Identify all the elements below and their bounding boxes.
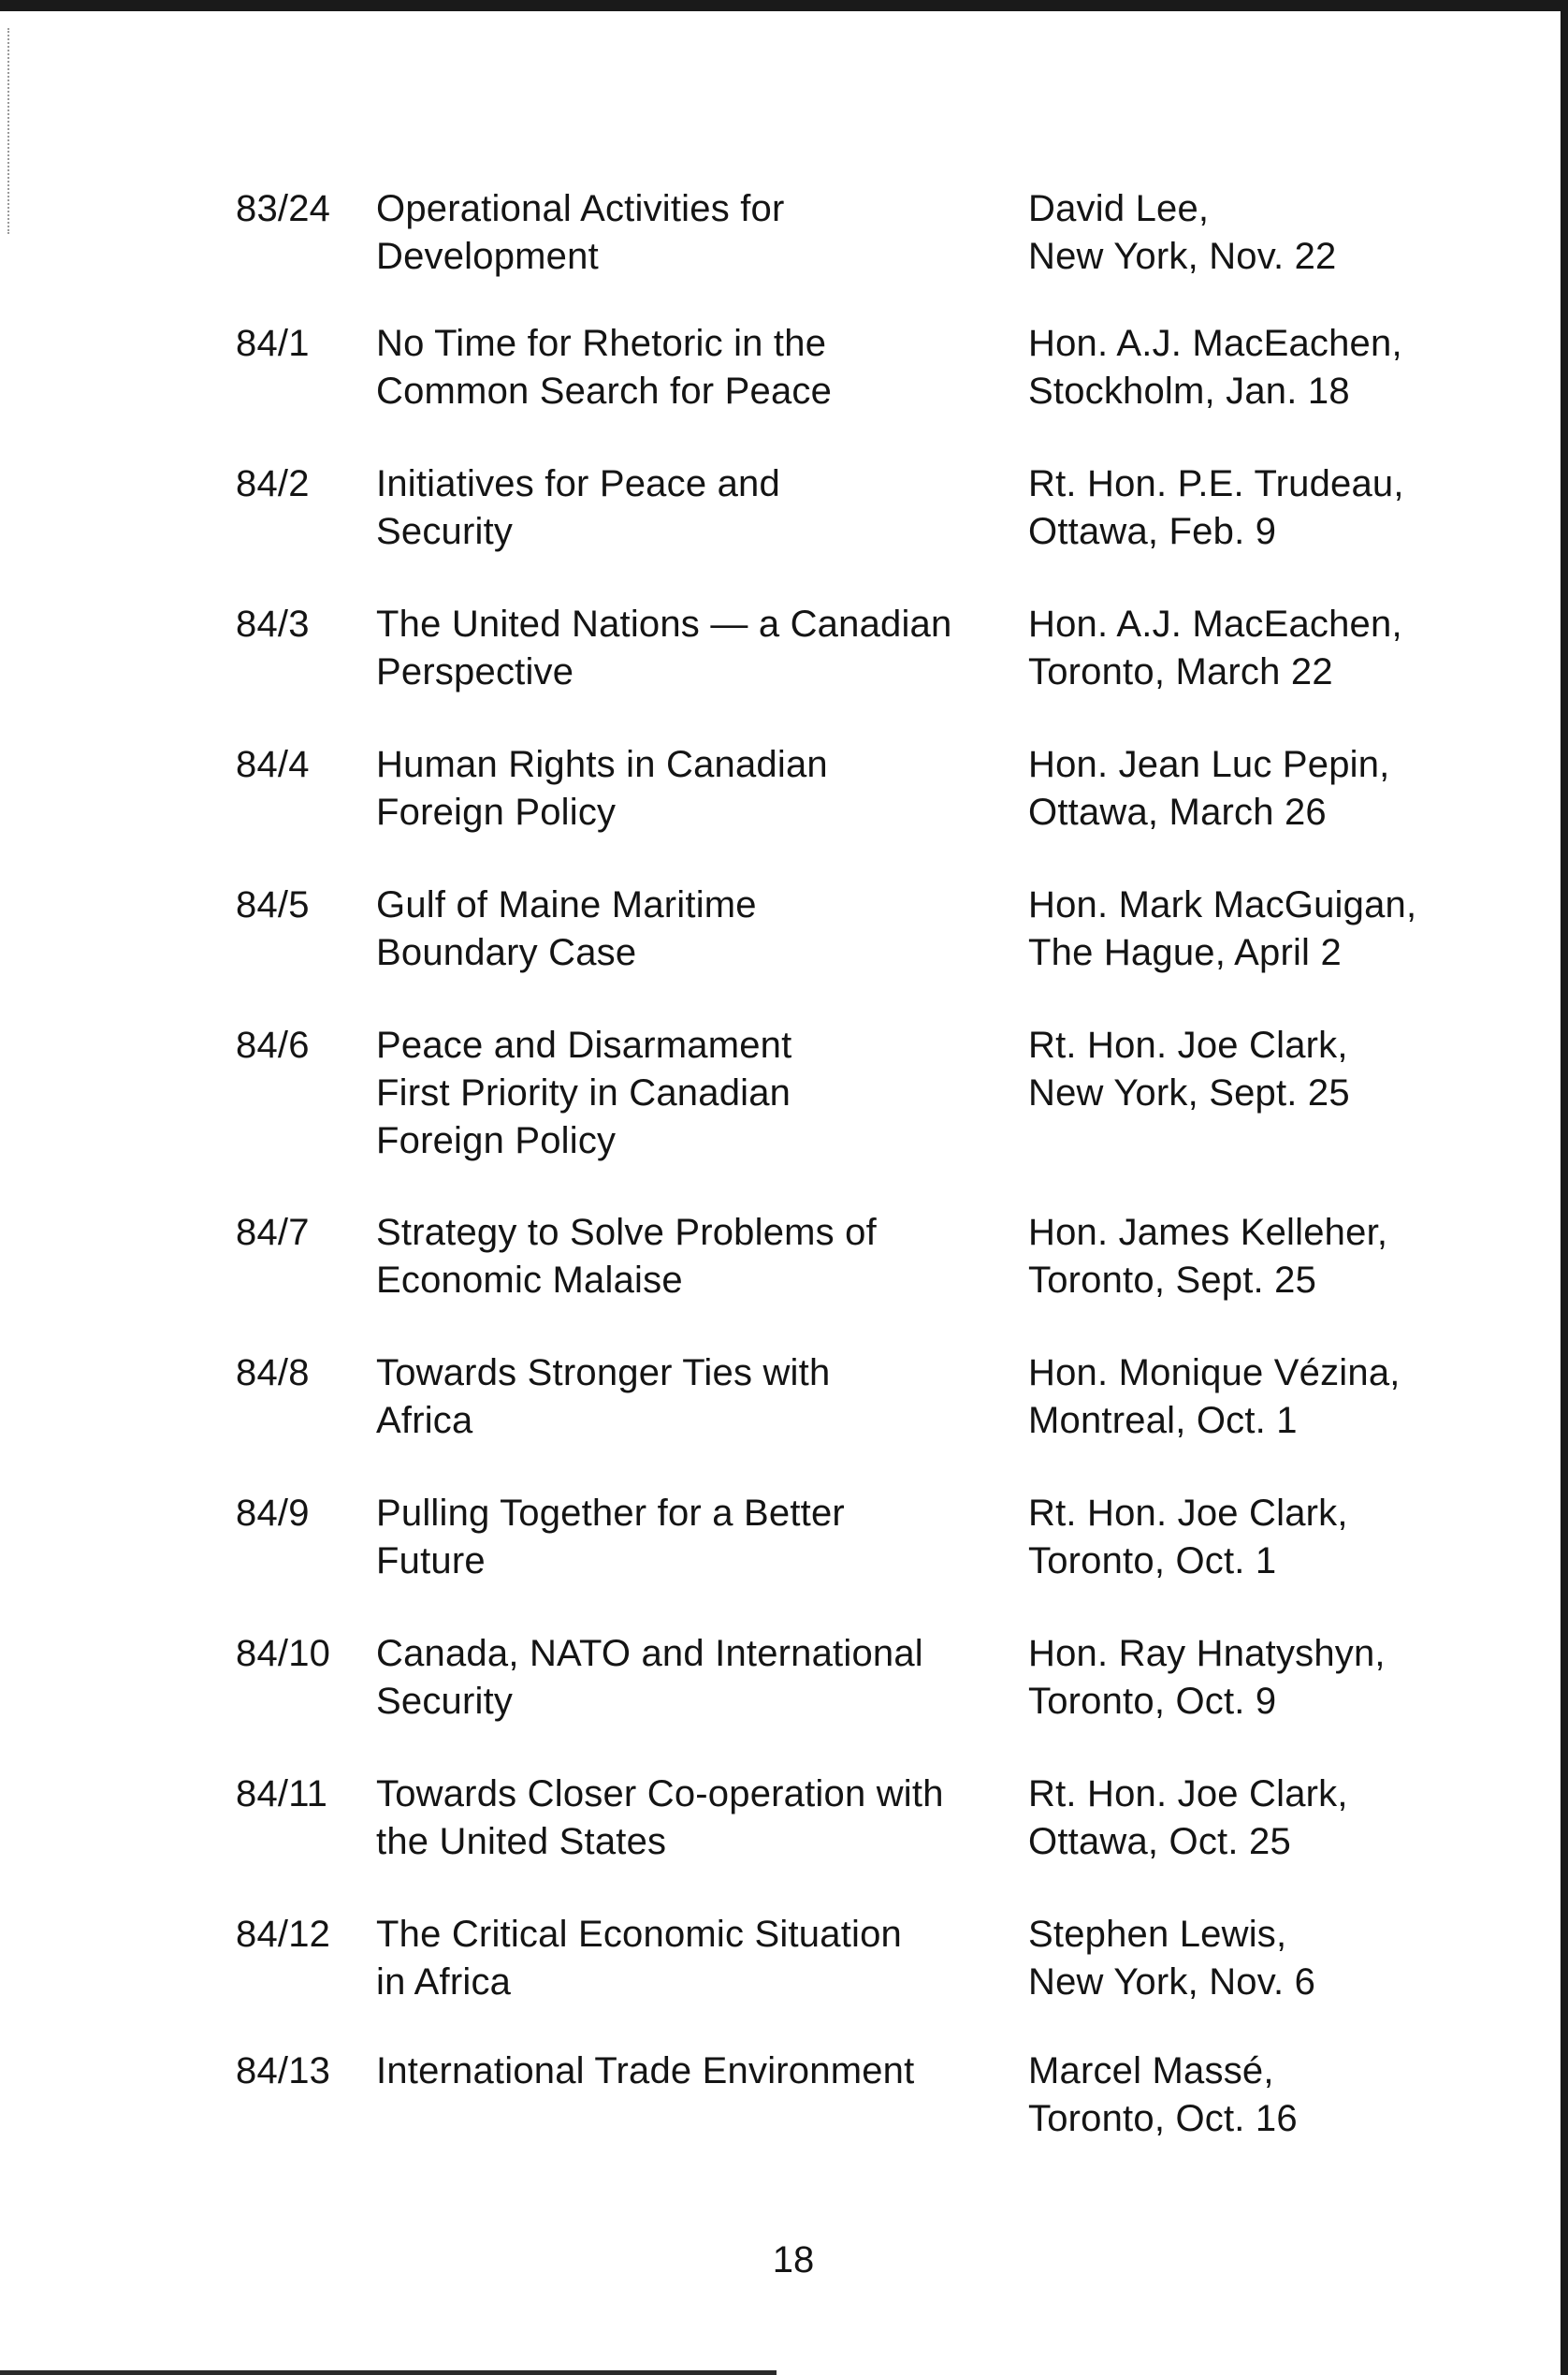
entry-speaker: Hon. Ray Hnatyshyn, Toronto, Oct. 9 (1028, 1633, 1386, 1722)
entry-number: 83/24 (236, 188, 331, 229)
entry-number: 84/4 (236, 744, 310, 785)
entry-number: 84/7 (236, 1212, 310, 1253)
entry-number: 84/5 (236, 884, 310, 925)
entry-title: Towards Closer Co-operation with the United States (376, 1773, 944, 1862)
entry-title: The Critical Economic Situation in Africa (376, 1914, 902, 2003)
entry-number: 84/9 (236, 1493, 310, 1534)
entry-speaker: Hon. A.J. MacEachen, Toronto, March 22 (1028, 604, 1402, 692)
entry-number: 84/10 (236, 1633, 331, 1674)
entry-title: Operational Activities for Development (376, 188, 785, 277)
entry-number: 84/2 (236, 463, 310, 504)
entry-number: 84/1 (236, 323, 310, 364)
entry-title: Canada, NATO and International Security (376, 1633, 923, 1722)
entry-title: Gulf of Maine Maritime Boundary Case (376, 884, 757, 973)
entry-speaker: David Lee, New York, Nov. 22 (1028, 188, 1337, 277)
entry-number: 84/12 (236, 1914, 331, 1955)
entry-speaker: Stephen Lewis, New York, Nov. 6 (1028, 1914, 1316, 2003)
entry-number: 84/8 (236, 1352, 310, 1393)
entry-speaker: Hon. Jean Luc Pepin, Ottawa, March 26 (1028, 744, 1390, 833)
entry-speaker: Marcel Massé, Toronto, Oct. 16 (1028, 2050, 1298, 2139)
entry-number: 84/13 (236, 2050, 331, 2091)
entry-speaker: Rt. Hon. P.E. Trudeau, Ottawa, Feb. 9 (1028, 463, 1404, 552)
entry-number: 84/11 (236, 1773, 328, 1814)
entry-title: The United Nations — a Canadian Perspective (376, 604, 952, 692)
entry-number: 84/6 (236, 1025, 310, 1066)
entry-number: 84/3 (236, 604, 310, 645)
scan-border-bottom (0, 2370, 777, 2375)
entry-title: Pulling Together for a Better Future (376, 1493, 845, 1581)
entry-speaker: Hon. Monique Vézina, Montreal, Oct. 1 (1028, 1352, 1401, 1441)
entry-speaker: Rt. Hon. Joe Clark, Toronto, Oct. 1 (1028, 1493, 1348, 1581)
entry-title: Peace and Disarmament First Priority in Canadian Foreign Policy (376, 1025, 792, 1161)
entry-title: International Trade Environment (376, 2050, 915, 2091)
entry-speaker: Hon. A.J. MacEachen, Stockholm, Jan. 18 (1028, 323, 1402, 412)
entry-speaker: Rt. Hon. Joe Clark, Ottawa, Oct. 25 (1028, 1773, 1348, 1862)
entry-speaker: Rt. Hon. Joe Clark, New York, Sept. 25 (1028, 1025, 1350, 1114)
page-number: 18 (772, 2239, 815, 2280)
entry-speaker: Hon. Mark MacGuigan, The Hague, April 2 (1028, 884, 1417, 973)
entry-title: Initiatives for Peace and Security (376, 463, 780, 552)
entry-title: Human Rights in Canadian Foreign Policy (376, 744, 828, 833)
entry-speaker: Hon. James Kelleher, Toronto, Sept. 25 (1028, 1212, 1388, 1301)
entry-title: No Time for Rhetoric in the Common Search for Peace (376, 323, 833, 412)
entry-title: Strategy to Solve Problems of Economic Malaise (376, 1212, 877, 1301)
entry-title: Towards Stronger Ties with Africa (376, 1352, 831, 1441)
